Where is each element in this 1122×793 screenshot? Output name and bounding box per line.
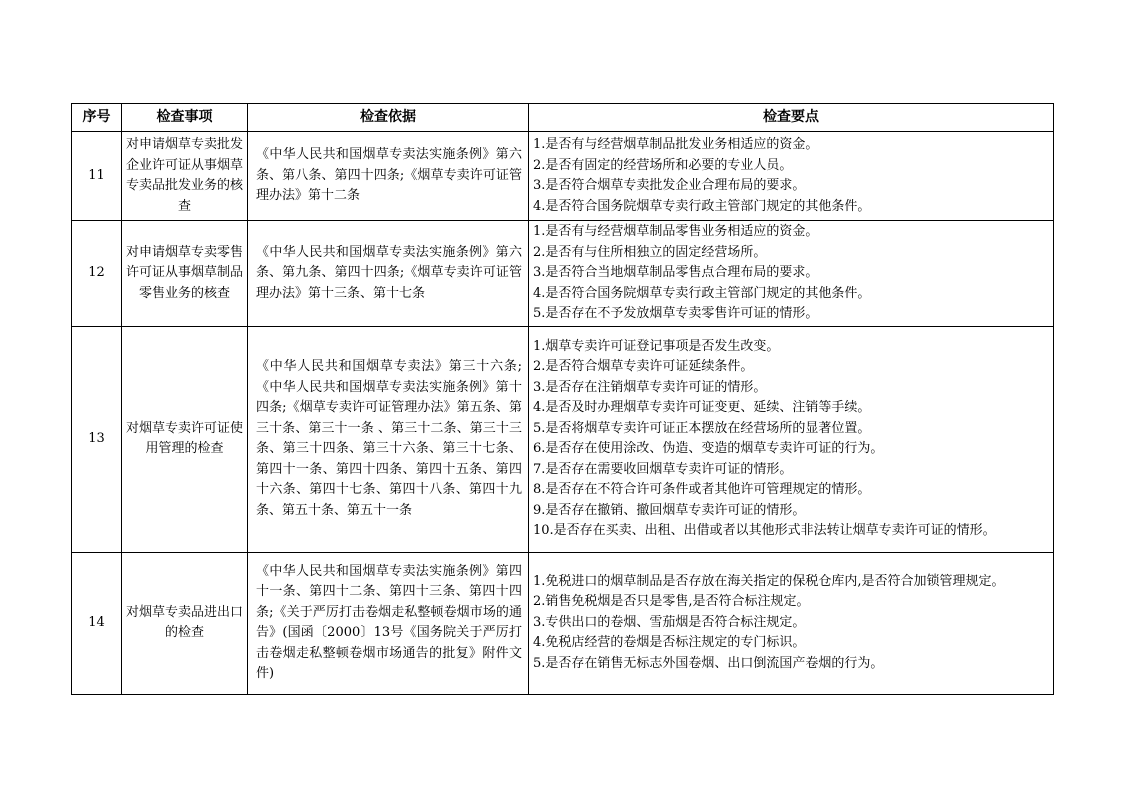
table-row xyxy=(72,552,1054,694)
row-inspection-basis: 《中华人民共和国烟草专卖法实施条例》第六条、第九条、第四十四条;《烟草专卖许可证管理办法》第十三条、第十七条 xyxy=(248,221,529,327)
row-inspection-item: 对申请烟草专卖批发企业许可证从事烟草专卖品批发业务的核查 xyxy=(122,132,248,221)
table-row xyxy=(72,132,1054,221)
row-inspection-points xyxy=(529,552,1054,694)
inspection-point: 2.销售免税烟是否只是零售,是否符合标注规定。 xyxy=(533,594,810,610)
row-inspection-item: 对烟草专卖品进出口的检查 xyxy=(122,552,248,694)
inspection-point: 1.是否有与经营烟草制品批发业务相适应的资金。 xyxy=(533,137,819,152)
table-row xyxy=(72,221,1054,327)
row-inspection-basis: 《中华人民共和国烟草专卖法实施条例》第六条、第八条、第四十四条;《烟草专卖许可证管理办法》第十二条 xyxy=(248,132,529,221)
inspection-point: 3.专供出口的卷烟、雪茄烟是否符合标注规定。 xyxy=(533,614,806,630)
header-inspection-basis: 检查依据 xyxy=(248,104,529,132)
inspection-point: 4.是否符合国务院烟草专卖行政主管部门规定的其他条件。 xyxy=(533,198,871,214)
inspection-point: 9.是否存在撤销、撤回烟草专卖许可证的情形。 xyxy=(533,502,806,518)
row-inspection-basis: 《中华人民共和国烟草专卖法实施条例》第四十一条、第四十二条、第四十三条、第四十四条;《关于严厉打击卷烟走私整顿卷烟市场的通告》(国函〔2000〕13号《国务院关于严厉打击卷烟走私整顿卷烟市场通告的批复》附件文件) xyxy=(248,552,529,694)
inspection-point: 3.是否符合烟草专卖批发企业合理布局的要求。 xyxy=(533,178,806,193)
header-inspection-item: 检查事项 xyxy=(122,104,248,132)
header-inspection-points: 检查要点 xyxy=(529,104,1054,132)
row-inspection-item: 对烟草专卖许可证使用管理的检查 xyxy=(122,326,248,552)
inspection-point: 5.是否存在不予发放烟草专卖零售许可证的情形。 xyxy=(533,306,819,321)
inspection-point: 8.是否存在不符合许可条件或者其他许可管理规定的情形。 xyxy=(533,482,871,497)
row-inspection-points xyxy=(529,326,1054,552)
row-inspection-points xyxy=(529,221,1054,327)
row-inspection-basis: 《中华人民共和国烟草专卖法》第三十六条;《中华人民共和国烟草专卖法实施条例》第十四条;《烟草专卖许可证管理办法》第五条、第三十条、第三十一条 、第三十二条、第三十三条、第三十四条、第三十六条、第三十七条、第四十一条、第四十四条、第四十五条、第四十六条、第四十七条、第四十八条、第四十九条、第五十条、第五十一条 xyxy=(248,326,529,552)
inspection-point: 6.是否存在使用涂改、伪造、变造的烟草专卖许可证的行为。 xyxy=(533,441,884,456)
table-row xyxy=(72,326,1054,552)
header-serial-number: 序号 xyxy=(72,104,122,132)
inspection-point: 4.是否符合国务院烟草专卖行政主管部门规定的其他条件。 xyxy=(533,285,871,301)
inspection-point: 3.是否符合当地烟草制品零售点合理布局的要求。 xyxy=(533,265,819,280)
inspection-point: 5.是否存在销售无标志外国卷烟、出口倒流国产卷烟的行为。 xyxy=(533,655,884,671)
inspection-point: 3.是否存在注销烟草专卖许可证的情形。 xyxy=(533,379,767,395)
inspection-point: 2.是否符合烟草专卖许可证延续条件。 xyxy=(533,359,754,374)
inspection-point: 1.烟草专卖许可证登记事项是否发生改变。 xyxy=(533,338,780,354)
row-serial-number: 12 xyxy=(72,221,122,327)
inspection-table xyxy=(71,103,1054,695)
table-header-row xyxy=(72,104,1054,132)
inspection-point: 2.是否有固定的经营场所和必要的专业人员。 xyxy=(533,157,793,173)
row-serial-number: 13 xyxy=(72,326,122,552)
inspection-point: 2.是否有与住所相独立的固定经营场所。 xyxy=(533,244,767,260)
row-inspection-points xyxy=(529,132,1054,221)
inspection-point: 4.免税店经营的卷烟是否标注规定的专门标识。 xyxy=(533,635,806,651)
inspection-point: 4.是否及时办理烟草专卖许可证变更、延续、注销等手续。 xyxy=(533,400,871,415)
inspection-point: 10.是否存在买卖、出租、出借或者以其他形式非法转让烟草专卖许可证的情形。 xyxy=(533,523,996,538)
row-serial-number: 11 xyxy=(72,132,122,221)
inspection-point: 1.免税进口的烟草制品是否存放在海关指定的保税仓库内,是否符合加锁管理规定。 xyxy=(533,573,1005,589)
row-inspection-item: 对申请烟草专卖零售许可证从事烟草制品零售业务的核查 xyxy=(122,221,248,327)
inspection-point: 5.是否将烟草专卖许可证正本摆放在经营场所的显著位置。 xyxy=(533,420,871,436)
inspection-point: 7.是否存在需要收回烟草专卖许可证的情形。 xyxy=(533,461,793,477)
row-serial-number: 14 xyxy=(72,552,122,694)
inspection-point: 1.是否有与经营烟草制品零售业务相适应的资金。 xyxy=(533,224,819,239)
